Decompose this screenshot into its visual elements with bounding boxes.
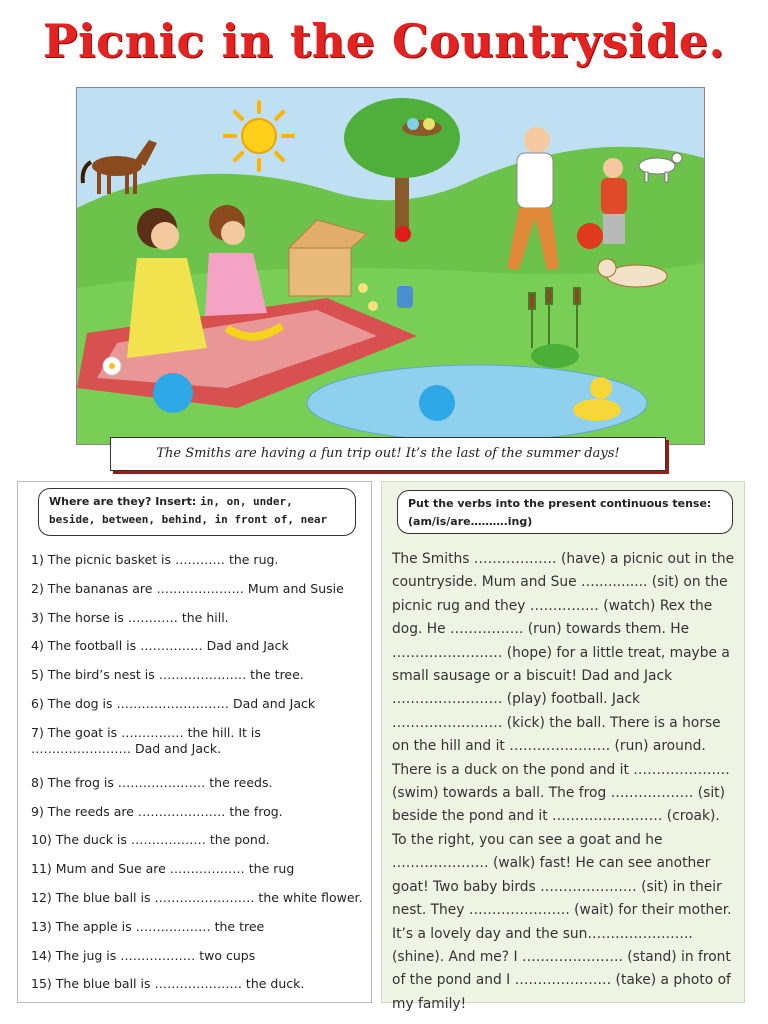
question-item: 14) The jug is ……………… two cups	[31, 947, 256, 963]
question-item: 5) The bird’s nest is ………………… the tree.	[31, 667, 304, 683]
question-item: 10) The duck is ……………… the pond.	[31, 832, 270, 848]
caption-banner: The Smiths are having a fun trip out! It’s the last of the summer days!	[110, 437, 666, 471]
verbs-instruction-line2: (am/is/are……….ing)	[408, 515, 533, 528]
football	[577, 223, 603, 249]
question-item: 13) The apple is ……………… the tree	[31, 918, 265, 934]
question-item: 3) The horse is ………… the hill.	[31, 609, 229, 625]
blue-ball-pond	[419, 385, 455, 421]
verbs-instruction	[397, 490, 733, 534]
prepositions-exercise	[17, 481, 372, 1003]
question-item: 15) The blue ball is ………………… the duck.	[31, 976, 305, 992]
question-list	[31, 552, 363, 1005]
instruction-words-1: in, on, under,	[200, 495, 293, 508]
story-text: The Smiths ……………… (have) a picnic out in the countryside. Mum and Sue …............ (sit) on the picnic rug and they …………… (watch) Rex the dog. He ……………. (run) towards them. He …………………… (hope) for a little treat, maybe a small sausage or a biscuit! Dad and Jack …………………… (play) football. Jack …………………… (kick) the ball. There is a horse on the hill and it …………………. (run) around. There is a duck on the pond and it ………………… (swim) towards a ball. The frog ……………… (sit) beside the pond and it …………………… (croak). To the right, you can see a goat and he ………………… (walk) fast! He can see another goat! Two baby birds ………………… (sit) in their nest. They …………………. (wait) for their mother. It’s a lovely day and the sun………………….. (shine). And me? I …………………. (stand) in front of the pond and I ………………… (take) a photo of my family!	[392, 551, 735, 1012]
verbs-instruction-line1: Put the verbs into the present continuous tense:	[408, 497, 712, 510]
instruction-label: Where are they? Insert:	[49, 495, 197, 508]
sun	[225, 102, 293, 170]
jug	[397, 286, 413, 308]
page-title: Picnic in the Countryside.	[42, 14, 726, 68]
question-item: 2) The bananas are ………………… Mum and Susie	[31, 580, 344, 596]
frog	[531, 344, 579, 368]
question-item: 4) The football is …………… Dad and Jack	[31, 638, 289, 654]
question-item: 1) The picnic basket is ………… the rug.	[31, 552, 279, 567]
question-item: 11) Mum and Sue are ……………… the rug	[31, 861, 295, 877]
question-item: 12) The blue ball is …………………… the white flower.	[31, 889, 363, 905]
question-item: 6) The dog is ……………………… Dad and Jack	[31, 695, 316, 711]
white-flower	[103, 357, 121, 375]
prepositions-instruction	[38, 488, 356, 536]
picnic-illustration	[76, 87, 705, 445]
blue-ball	[153, 373, 193, 413]
instruction-words-2: beside, between, behind, in front of, near	[49, 513, 328, 526]
question-item: 7) The goat is …………… the hill. It is …………………… Dad and Jack.	[31, 724, 261, 756]
question-item: 9) The reeds are ………………… the frog.	[31, 803, 283, 819]
question-item: 8) The frog is ………………… the reeds.	[31, 774, 273, 790]
verbs-exercise	[381, 481, 745, 1012]
